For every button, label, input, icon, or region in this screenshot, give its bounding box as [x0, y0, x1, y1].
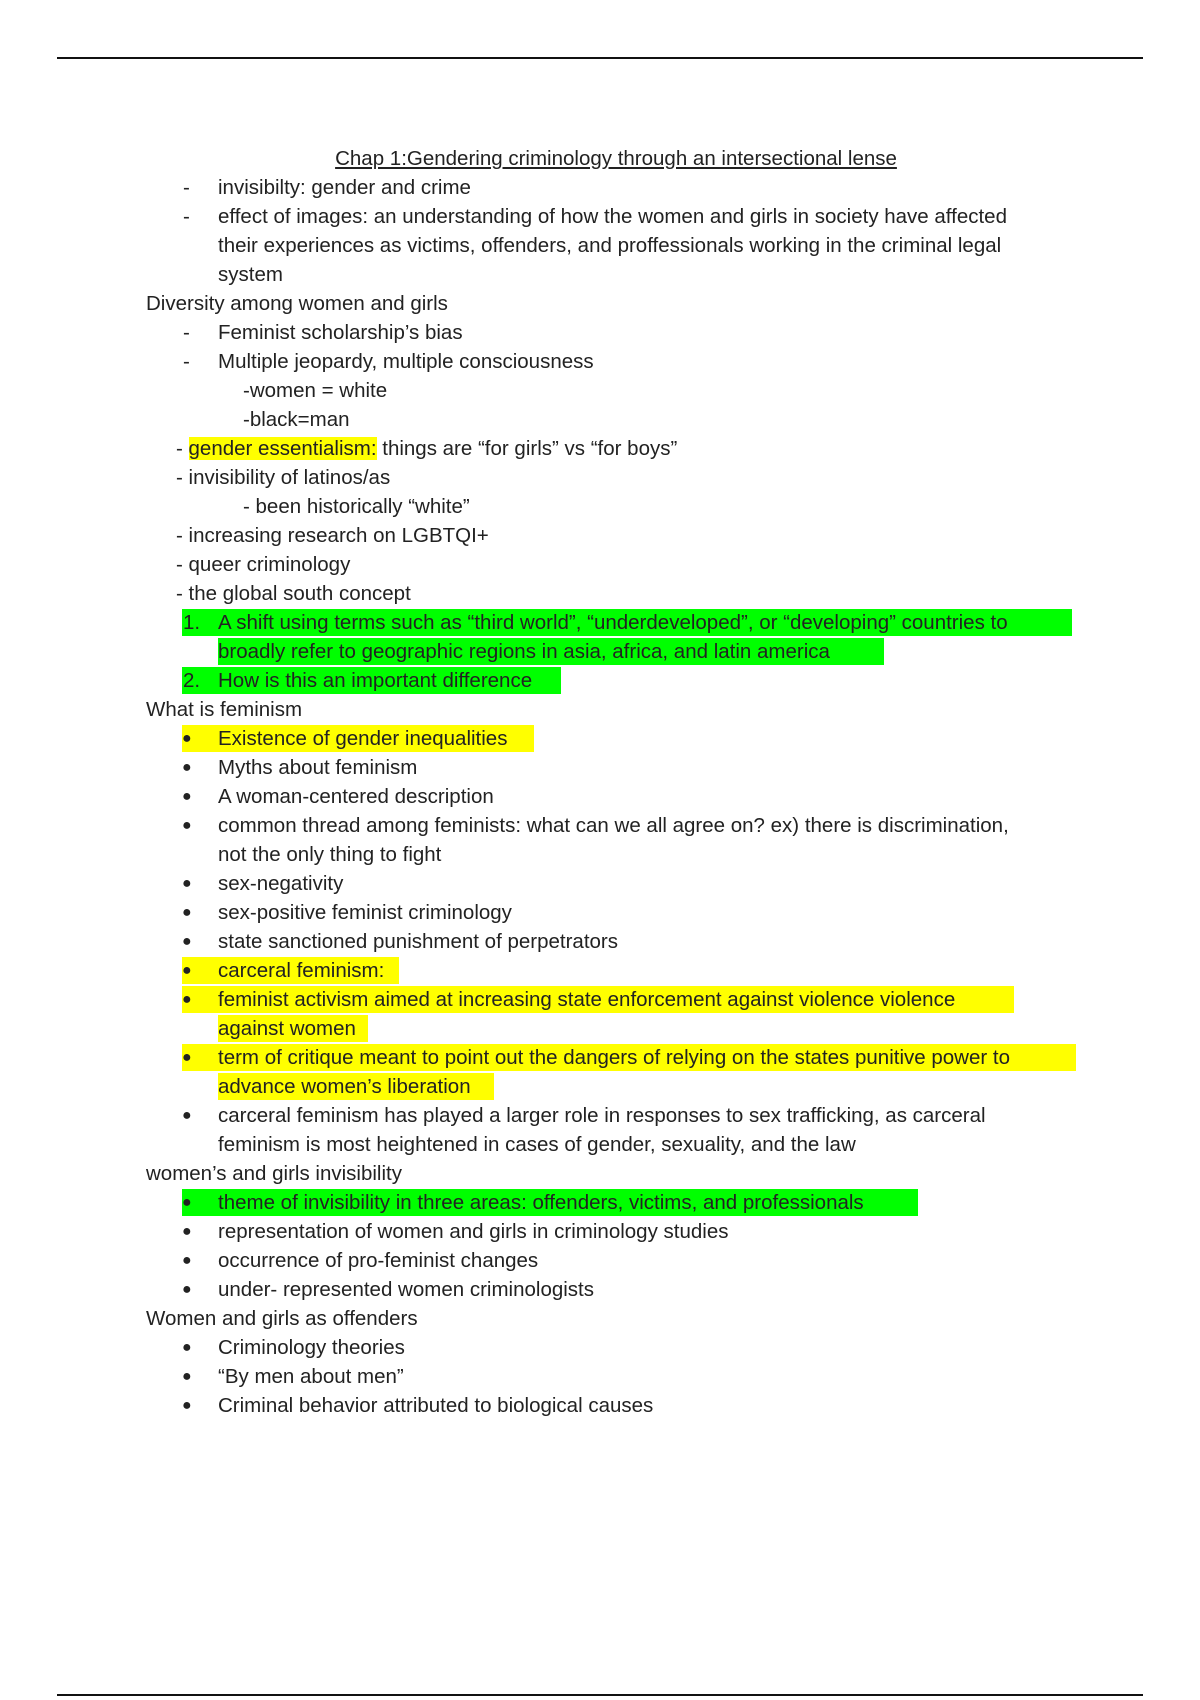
bullet-item — [0, 927, 1200, 956]
bullet-marker: ● — [182, 759, 192, 776]
dash-marker: - — [183, 176, 190, 199]
bullet-marker: ● — [182, 1281, 192, 1298]
bullet-marker: ● — [182, 962, 192, 979]
dash-marker: - — [183, 321, 190, 344]
bullet-item-text: feminism is most heightened in cases of gender, sexuality, and the law — [218, 1133, 856, 1156]
bullet-item-text: feminist activism aimed at increasing state enforcement against violence violence — [218, 988, 956, 1011]
sub-item — [0, 376, 1200, 405]
section-heading: Diversity among women and girls — [146, 292, 448, 315]
numbered-item — [0, 608, 1200, 637]
note-line — [0, 579, 1200, 608]
bullet-item-text: Existence of gender inequalities — [218, 727, 508, 750]
note-line — [0, 550, 1200, 579]
bullet-item-text: term of critique meant to point out the dangers of relying on the states punitive power to — [218, 1046, 1010, 1069]
sub-item — [0, 405, 1200, 434]
bullet-marker: ● — [182, 991, 192, 1008]
bullet-item-continuation — [0, 1072, 1200, 1101]
bullet-item-text: Criminal behavior attributed to biological causes — [218, 1394, 654, 1417]
document-title: Chap 1:Gendering criminology through an intersectional lense — [335, 147, 897, 170]
list-item — [0, 173, 1200, 202]
number-marker: 1. — [183, 611, 201, 634]
bullet-marker: ● — [182, 933, 192, 950]
bullet-item — [0, 1275, 1200, 1304]
bullet-item — [0, 1246, 1200, 1275]
bullet-item — [0, 753, 1200, 782]
bullet-item-text: representation of women and girls in criminology studies — [218, 1220, 729, 1243]
bullet-item-text: sex-positive feminist criminology — [218, 901, 512, 924]
bullet-item — [0, 898, 1200, 927]
bullet-marker: ● — [182, 1368, 192, 1385]
note-line — [0, 434, 1200, 463]
dash-marker: - — [183, 205, 190, 228]
bullet-item-continuation — [0, 1014, 1200, 1043]
list-item-text: their experiences as victims, offenders, and proffessionals working in the criminal legal — [218, 234, 1002, 257]
bullet-item-text: Criminology theories — [218, 1336, 405, 1359]
numbered-item-continuation — [0, 637, 1200, 666]
list-item-continuation — [0, 231, 1200, 260]
bullet-marker: ● — [182, 1339, 192, 1356]
bullet-item — [0, 1101, 1200, 1130]
bullet-item-text: A woman-centered description — [218, 785, 494, 808]
bullet-marker: ● — [182, 904, 192, 921]
top-rule — [57, 57, 1143, 59]
document-body — [0, 144, 1200, 1420]
list-item — [0, 202, 1200, 231]
section-heading: women’s and girls invisibility — [146, 1162, 402, 1185]
bullet-item-text: under- represented women criminologists — [218, 1278, 595, 1301]
list-item-continuation — [0, 260, 1200, 289]
numbered-item-text: A shift using terms such as “third world”, “underdeveloped”, or “developing” countries to — [218, 611, 1008, 634]
bullet-item — [0, 1391, 1200, 1420]
section-heading: Women and girls as offenders — [146, 1307, 418, 1330]
bullet-marker: ● — [182, 1194, 192, 1211]
bullet-item-text: Myths about feminism — [218, 756, 418, 779]
bullet-item — [0, 956, 1200, 985]
numbered-item-text: broadly refer to geographic regions in asia, africa, and latin america — [218, 640, 830, 663]
bullet-item-text: sex-negativity — [218, 872, 344, 895]
bullet-item — [0, 1188, 1200, 1217]
bullet-marker: ● — [182, 788, 192, 805]
bullet-marker: ● — [182, 1049, 192, 1066]
bullet-item — [0, 724, 1200, 753]
bullet-item-text: “By men about men” — [218, 1365, 404, 1388]
bullet-item — [0, 1217, 1200, 1246]
bullet-item-continuation — [0, 1130, 1200, 1159]
sub-item-text: -women = white — [243, 379, 388, 402]
list-item — [0, 347, 1200, 376]
bullet-marker: ● — [182, 817, 192, 834]
note-text: - increasing research on LGBTQI+ — [176, 524, 489, 547]
bullet-item — [0, 1043, 1200, 1072]
numbered-item — [0, 666, 1200, 695]
bullet-item-text: carceral feminism has played a larger role in responses to sex trafficking, as carceral — [218, 1104, 986, 1127]
bullet-marker: ● — [182, 1107, 192, 1124]
bottom-rule — [57, 1694, 1143, 1696]
list-item-text: Multiple jeopardy, multiple consciousness — [218, 350, 594, 373]
bullet-item — [0, 811, 1200, 840]
bullet-item-continuation — [0, 840, 1200, 869]
list-item-text: invisibilty: gender and crime — [218, 176, 471, 199]
note-rest: things are “for girls” vs “for boys” — [376, 437, 678, 460]
bullet-item — [0, 985, 1200, 1014]
bullet-item-text: occurrence of pro-feminist changes — [218, 1249, 539, 1272]
note-text: - queer criminology — [176, 553, 351, 576]
bullet-item-text: carceral feminism: — [218, 959, 385, 982]
note-text: - invisibility of latinos/as — [176, 466, 391, 489]
bullet-item-text: advance women’s liberation — [218, 1075, 471, 1098]
bullet-marker: ● — [182, 730, 192, 747]
list-item-text: Feminist scholarship’s bias — [218, 321, 463, 344]
dash-marker: - — [183, 350, 190, 373]
section-heading: What is feminism — [146, 698, 303, 721]
note-text: - gender essentialism: things are “for girls” vs “for boys” — [176, 437, 678, 460]
bullet-item — [0, 1362, 1200, 1391]
bullet-item-text: common thread among feminists: what can we all agree on? ex) there is discrimination, — [218, 814, 1009, 837]
highlighted-term: gender essentialism: — [188, 437, 377, 460]
bullet-item — [0, 782, 1200, 811]
list-item — [0, 318, 1200, 347]
numbered-item-text: How is this an important difference — [218, 669, 533, 692]
sub-item-text: - been historically “white” — [243, 495, 470, 518]
sub-item — [0, 492, 1200, 521]
bullet-item-text: against women — [218, 1017, 356, 1040]
bullet-item — [0, 1333, 1200, 1362]
bullet-item-text: state sanctioned punishment of perpetrators — [218, 930, 618, 953]
note-line — [0, 463, 1200, 492]
bullet-item-text: not the only thing to fight — [218, 843, 442, 866]
list-item-text: system — [218, 263, 283, 286]
list-item-text: effect of images: an understanding of how the women and girls in society have affected — [218, 205, 1007, 228]
bullet-marker: ● — [182, 1252, 192, 1269]
bullet-item — [0, 869, 1200, 898]
bullet-item-text: theme of invisibility in three areas: offenders, victims, and professionals — [218, 1191, 864, 1214]
note-line — [0, 521, 1200, 550]
number-marker: 2. — [183, 669, 201, 692]
bullet-marker: ● — [182, 875, 192, 892]
note-text: - the global south concept — [176, 582, 411, 605]
bullet-marker: ● — [182, 1223, 192, 1240]
bullet-marker: ● — [182, 1397, 192, 1414]
sub-item-text: -black=man — [243, 408, 350, 431]
